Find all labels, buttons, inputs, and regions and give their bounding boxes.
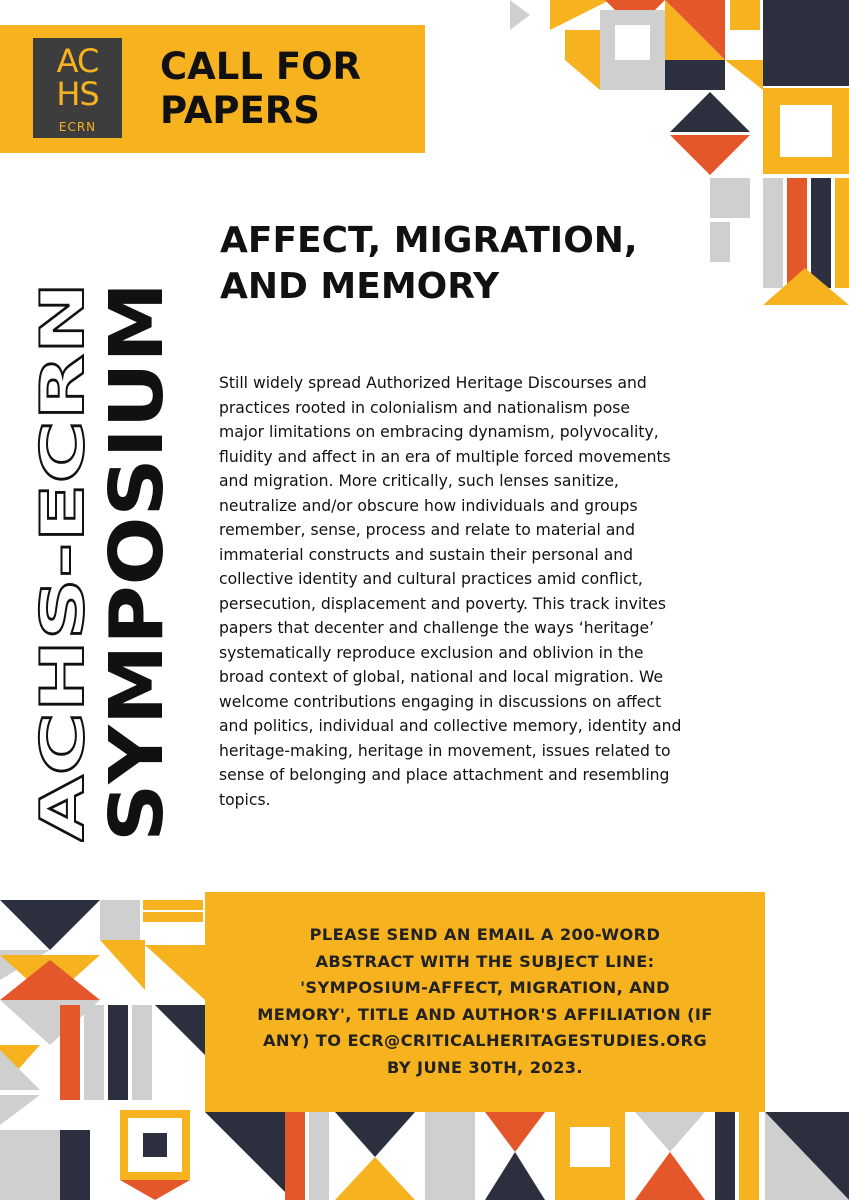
- deco-shape: [600, 75, 665, 90]
- deco-shape: [710, 178, 750, 218]
- cta-deadline-date: JUNE 30TH, 2023.: [417, 1057, 583, 1077]
- deco-shape: [811, 178, 831, 288]
- description-line: and migration. More critically, such lenses sanitize,: [219, 472, 619, 490]
- deco-shape: [715, 1112, 735, 1200]
- description-line: fluidity and affect in an era of multiple forced movements: [219, 447, 671, 466]
- cta-email-line: ANY) TO ECR@CRITICALHERITAGESTUDIES.ORG: [262, 1031, 708, 1050]
- cta-line: ABSTRACT WITH THE SUBJECT LINE:: [315, 951, 655, 971]
- track-description: [219, 371, 779, 812]
- decorative-pattern-bottom-left: [0, 900, 205, 1200]
- track-title-line-1: AFFECT, MIGRATION,: [220, 220, 638, 261]
- description-line: immaterial constructs and sustain their personal and: [219, 545, 634, 564]
- deco-shape: [145, 945, 205, 1000]
- logo-text-ecrn: ECRN: [58, 120, 97, 134]
- deco-shape: [635, 1112, 705, 1152]
- deco-shape: [635, 1152, 705, 1200]
- deco-shape: [425, 1112, 475, 1200]
- description-line: broad context of global, national and local migration. We: [219, 668, 664, 686]
- deco-shape: [565, 30, 600, 90]
- description-line: systematically reproduce exclusion and oblivion in the: [219, 643, 644, 662]
- deco-shape: [0, 900, 100, 950]
- deco-shape: [665, 60, 725, 90]
- vertical-outline-text: ACHS-ECRN: [30, 451, 98, 842]
- deco-shape: [100, 940, 145, 990]
- submission-instructions-text: [225, 922, 745, 1081]
- cta-line: PLEASE SEND AN EMAIL A 200-WORD: [309, 925, 661, 944]
- logo-text-ac: AC: [56, 42, 99, 80]
- deco-shape: [132, 1005, 152, 1100]
- description-line: topics.: [219, 790, 271, 809]
- deco-shape: [835, 178, 849, 288]
- decorative-pattern-bottom-right: [205, 1112, 849, 1200]
- submission-instructions-box: [205, 892, 765, 1112]
- deco-shape: [120, 1180, 190, 1200]
- description-line: remember, sense, process and relate to material and: [219, 521, 636, 539]
- description-line: Still widely spread Authorized Heritage Discourses and: [219, 374, 647, 392]
- description-line: persecution, displacement and poverty. This track invites: [219, 594, 666, 613]
- description-line: practices rooted in colonialism and nationalism pose: [219, 398, 630, 417]
- cta-deadline-prefix: BY: [387, 1057, 418, 1077]
- description-line: and politics, individual and collective memory, identity and: [219, 717, 682, 735]
- deco-shape: [205, 1112, 285, 1192]
- track-title: [220, 218, 690, 310]
- deco-shape: [335, 1112, 415, 1157]
- deco-shape: [670, 92, 750, 132]
- deco-shape: [143, 1133, 167, 1157]
- description-line: heritage-making, heritage in movement, issues related to: [219, 741, 671, 760]
- logo-text-hs: HS: [56, 75, 99, 113]
- deco-shape: [0, 1130, 60, 1200]
- deco-shape: [0, 1095, 40, 1125]
- deco-shape: [143, 912, 203, 922]
- cfp-line-2: PAPERS: [160, 89, 320, 132]
- deco-shape: [710, 222, 730, 262]
- deco-shape: [730, 0, 760, 30]
- cta-deadline-line: [225, 1055, 745, 1082]
- deco-shape: [670, 135, 750, 175]
- deco-shape: [108, 1005, 128, 1100]
- call-for-papers-title: [160, 45, 420, 133]
- description-line: major limitations on embracing dynamism, polyvocality,: [219, 423, 659, 441]
- deco-shape: [763, 178, 783, 288]
- deco-shape: [155, 1005, 205, 1055]
- cta-line: MEMORY', TITLE AND AUTHOR'S AFFILIATION (IF: [257, 1004, 713, 1024]
- deco-shape: [60, 1130, 90, 1200]
- deco-shape: [739, 1112, 759, 1200]
- deco-shape: [725, 60, 763, 90]
- track-title-line-2: AND MEMORY: [220, 266, 500, 307]
- description-line: collective identity and cultural practices amid conflict,: [219, 570, 643, 588]
- description-line: neutralize and/or obscure how individuals and groups: [219, 496, 638, 515]
- deco-shape: [285, 1112, 305, 1200]
- deco-shape: [309, 1112, 329, 1200]
- deco-shape: [143, 900, 203, 910]
- vertical-symposium-title: [30, 272, 185, 842]
- vertical-solid-text: SYMPOSIUM: [94, 329, 180, 842]
- deco-shape: [485, 1112, 545, 1152]
- description-line: sense of belonging and place attachment and resembling: [219, 766, 670, 784]
- description-line: welcome contributions engaging in discussions on affect: [219, 692, 662, 711]
- deco-shape: [100, 900, 140, 940]
- cfp-line-1: CALL FOR: [160, 45, 362, 88]
- deco-shape: [84, 1005, 104, 1100]
- deco-shape: [763, 0, 849, 86]
- deco-shape: [485, 1152, 545, 1200]
- deco-shape: [60, 1005, 80, 1100]
- description-line: papers that decenter and challenge the ways ‘heritage’: [219, 619, 655, 637]
- achs-ecrn-logo: [33, 38, 122, 138]
- deco-shape: [335, 1157, 415, 1200]
- cta-line: 'SYMPOSIUM-AFFECT, MIGRATION, AND: [300, 978, 670, 997]
